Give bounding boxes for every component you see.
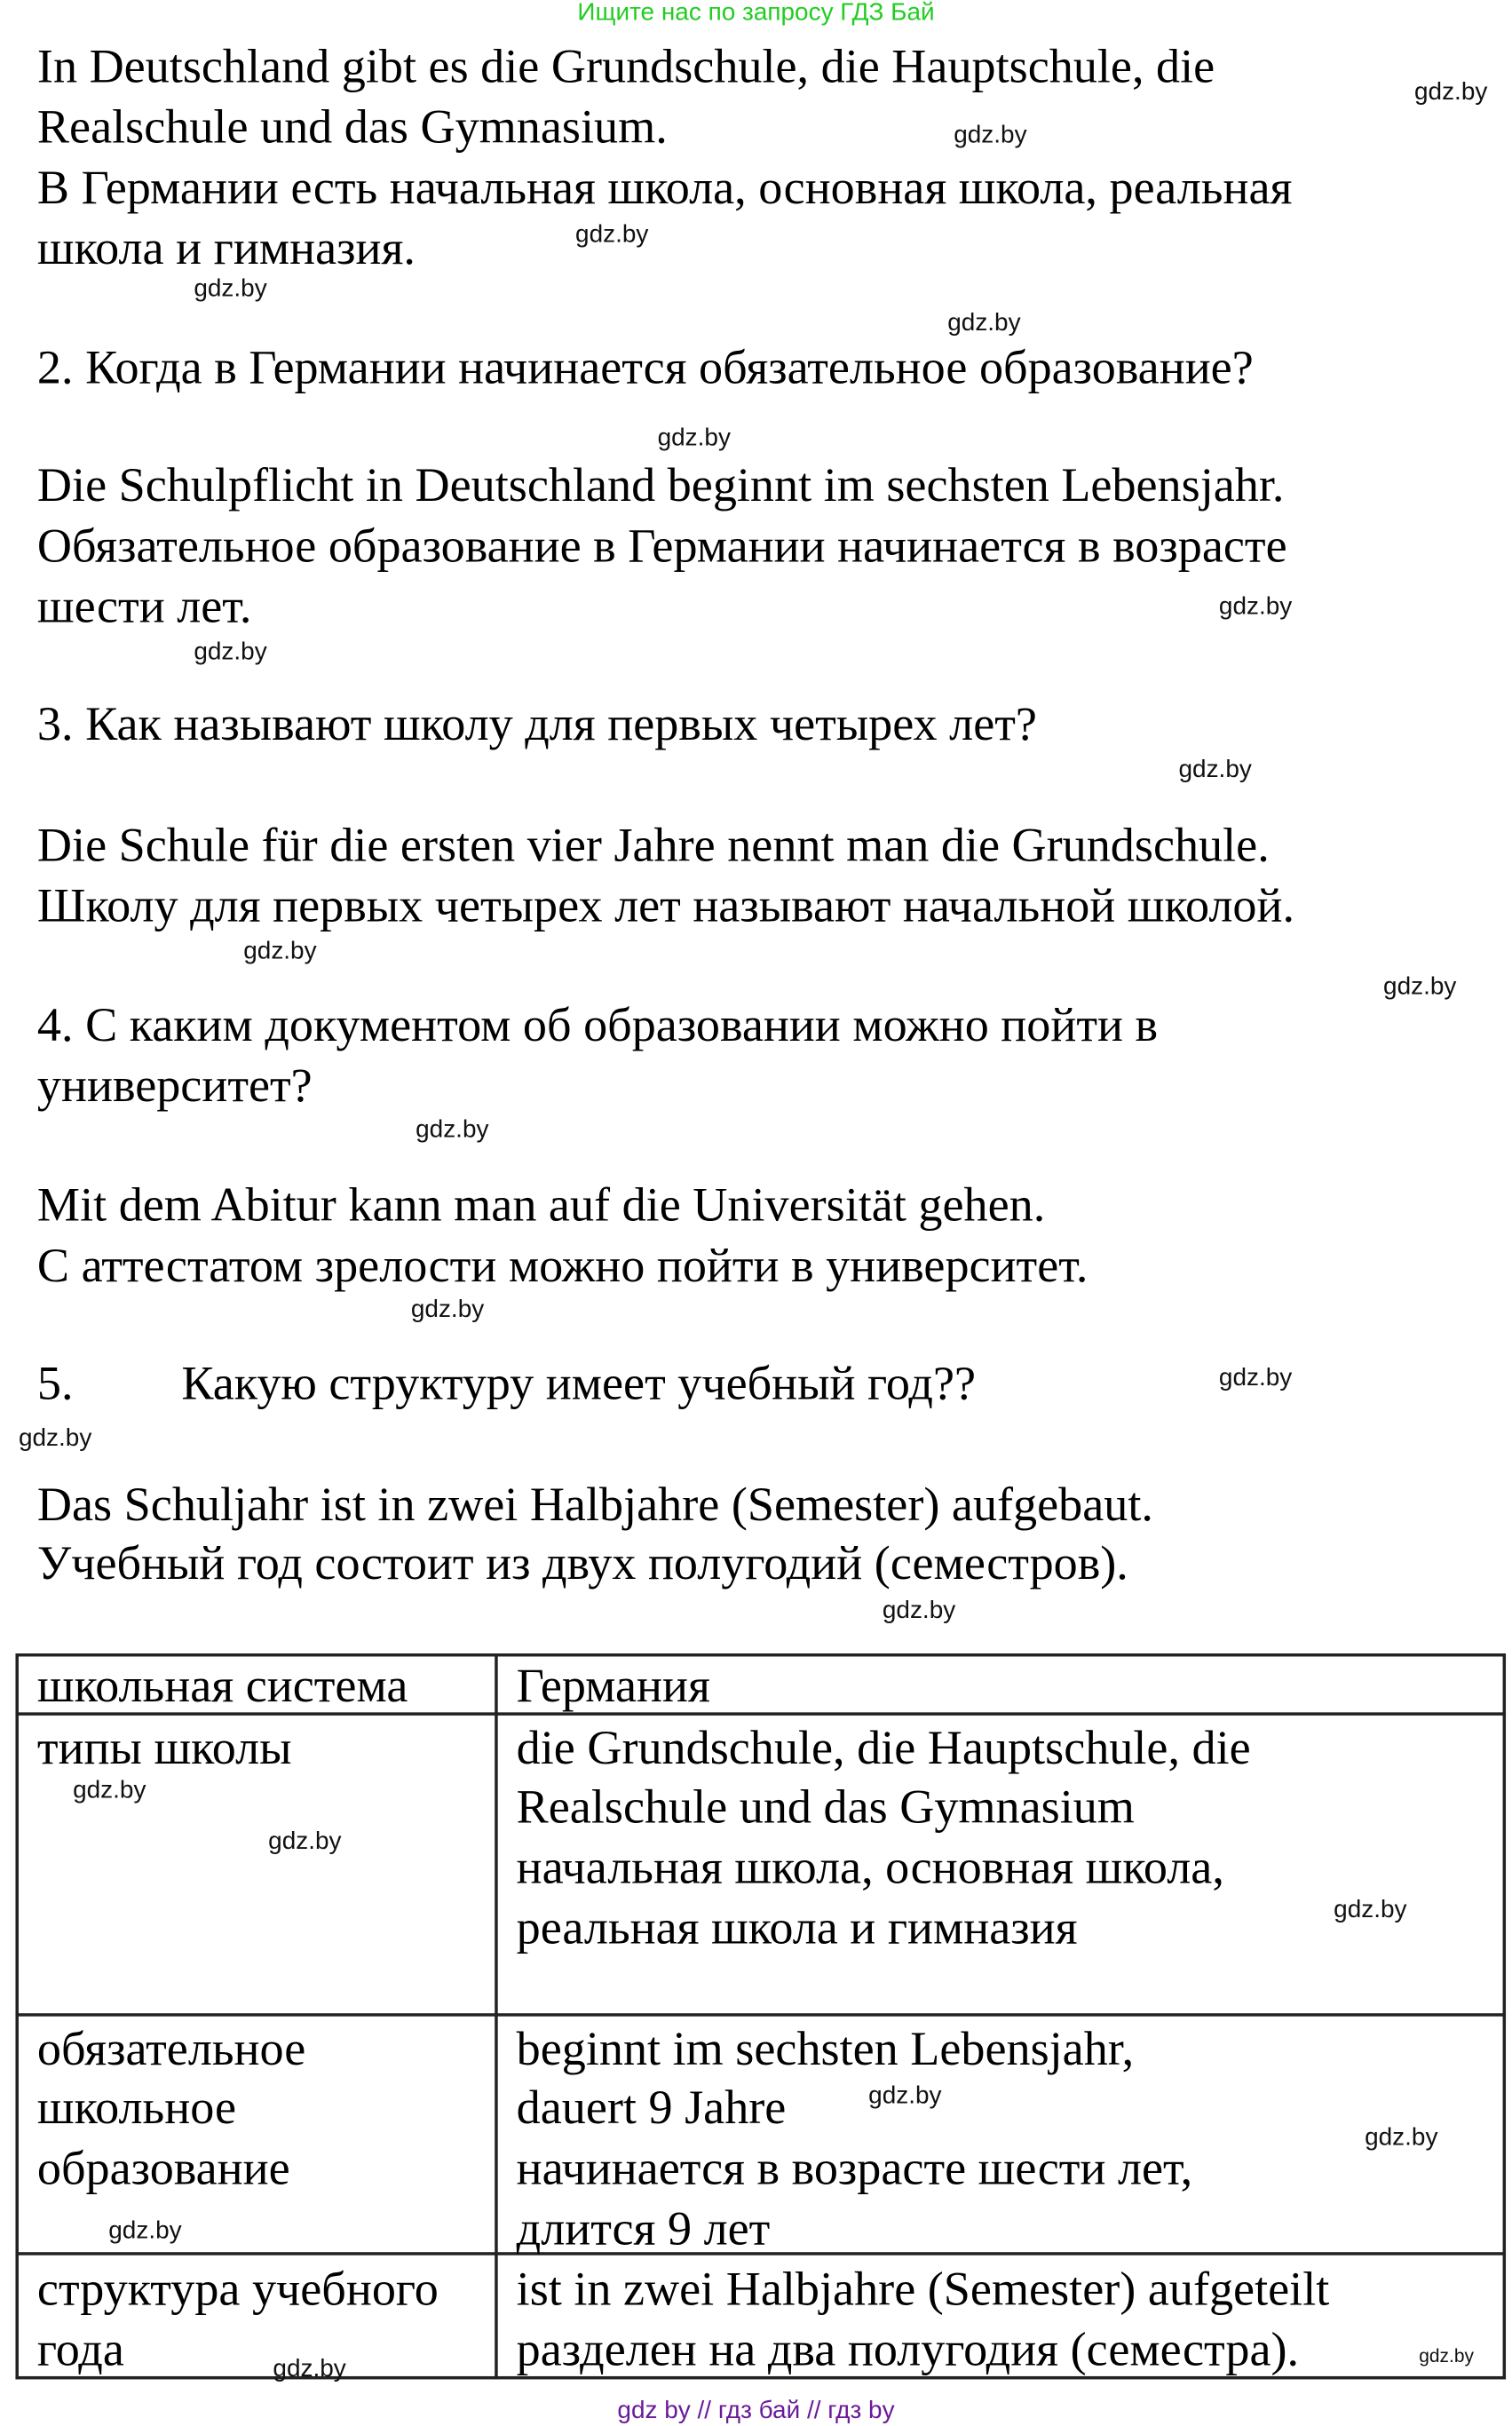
question-5: Какую структуру имеет учебный год?? [181,1355,977,1410]
watermark: gdz.by [1365,2124,1438,2152]
translation-text: С аттестатом зрелости можно пойти в университет. [36,1237,1088,1293]
watermark: gdz.by [657,424,731,452]
table-cell: Realschule und das Gymnasium [516,1779,1135,1834]
watermark: gdz.by [416,1116,489,1144]
watermark: gdz.by [194,638,267,666]
translation-text: В Германии есть начальная школа, основная школа, реальная [36,159,1293,215]
watermark: gdz.by [243,938,317,965]
footer-banner[interactable]: gdz by // гдз бай // гдз by [617,2398,895,2425]
table-cell: школьное [36,2080,237,2135]
watermark: gdz.by [575,221,649,249]
table-cell: типы школы [36,1720,292,1775]
translation-text: Школу для первых четырех лет называют начальной школой. [36,877,1295,932]
table-cell: реальная школа и гимназия [516,1899,1078,1954]
table-cell: обязательное [36,2020,306,2076]
watermark: gdz.by [273,2356,346,2382]
question-4: 4. С каким документом об образовании можно пойти в [36,997,1159,1052]
table-rule [15,1655,18,2380]
answer-text: In Deutschland gibt es die Grundschule, die Hauptschule, die [36,38,1215,93]
question-2: 2. Когда в Германии начинается обязательное образование? [36,339,1254,394]
table-header-right: Германия [516,1658,710,1713]
table-cell: структура учебного [36,2261,439,2316]
watermark: gdz.by [194,275,267,303]
header-banner[interactable]: Ищите нас по запросу ГДЗ Бай [577,0,935,27]
watermark: gdz.by [268,1828,342,1856]
table-cell: dauert 9 Jahre [516,2080,787,2135]
table-cell: длится 9 лет [516,2200,771,2256]
watermark: gdz.by [1413,79,1488,106]
watermark: gdz.by [954,122,1027,149]
table-cell: начальная школа, основная школа, [516,1839,1224,1894]
question-4-cont: университет? [36,1058,313,1113]
watermark: gdz.by [18,1425,92,1452]
watermark: gdz.by [1419,2345,1474,2367]
watermark: gdz.by [1218,593,1293,621]
answer-text: Die Schulpflicht in Deutschland beginnt im sechsten Lebensjahr. [36,457,1285,512]
watermark: gdz.by [73,1777,146,1804]
watermark: gdz.by [1383,973,1457,1001]
question-3: 3. Как называют школу для первых четырех лет? [36,696,1037,751]
watermark: gdz.by [108,2217,182,2245]
watermark: gdz.by [947,310,1021,337]
watermark: gdz.by [882,1598,956,1624]
translation-text: Обязательное образование в Германии начинается в возрасте [36,518,1287,573]
table-cell: ist in zwei Halbjahre (Semester) aufgeteilt [516,2261,1330,2316]
answer-text: Realschule und das Gymnasium. [36,99,668,154]
watermark: gdz.by [410,1296,485,1323]
table-cell: разделен на два полугодия (семестра). [516,2321,1300,2376]
table-cell: beginnt im sechsten Lebensjahr, [516,2020,1135,2076]
watermark: gdz.by [868,2082,942,2110]
table-rule [15,2013,1506,2016]
answer-text: Die Schule für die ersten vier Jahre nennt man die Grundschule. [36,817,1270,872]
table-rule [1503,1655,1506,2380]
translation-text: шести лет. [36,578,252,633]
watermark: gdz.by [1334,1897,1407,1923]
table-cell: образование [36,2140,290,2195]
question-5-number: 5. [36,1355,74,1410]
translation-text: Учебный год состоит из двух полугодий (семестров). [36,1535,1128,1590]
table-header-left: школьная система [36,1658,408,1713]
watermark: gdz.by [1178,757,1252,784]
translation-text: школа и гимназия. [36,220,416,275]
table-rule [495,1655,497,2380]
watermark: gdz.by [1218,1365,1293,1391]
table-cell: начинается в возрасте шести лет, [516,2140,1193,2195]
answer-text: Mit dem Abitur kann man auf die Universität gehen. [36,1177,1046,1232]
table-cell: года [36,2321,124,2376]
answer-text: Das Schuljahr ist in zwei Halbjahre (Semester) aufgebaut. [36,1476,1153,1531]
table-cell: die Grundschule, die Hauptschule, die [516,1720,1251,1775]
